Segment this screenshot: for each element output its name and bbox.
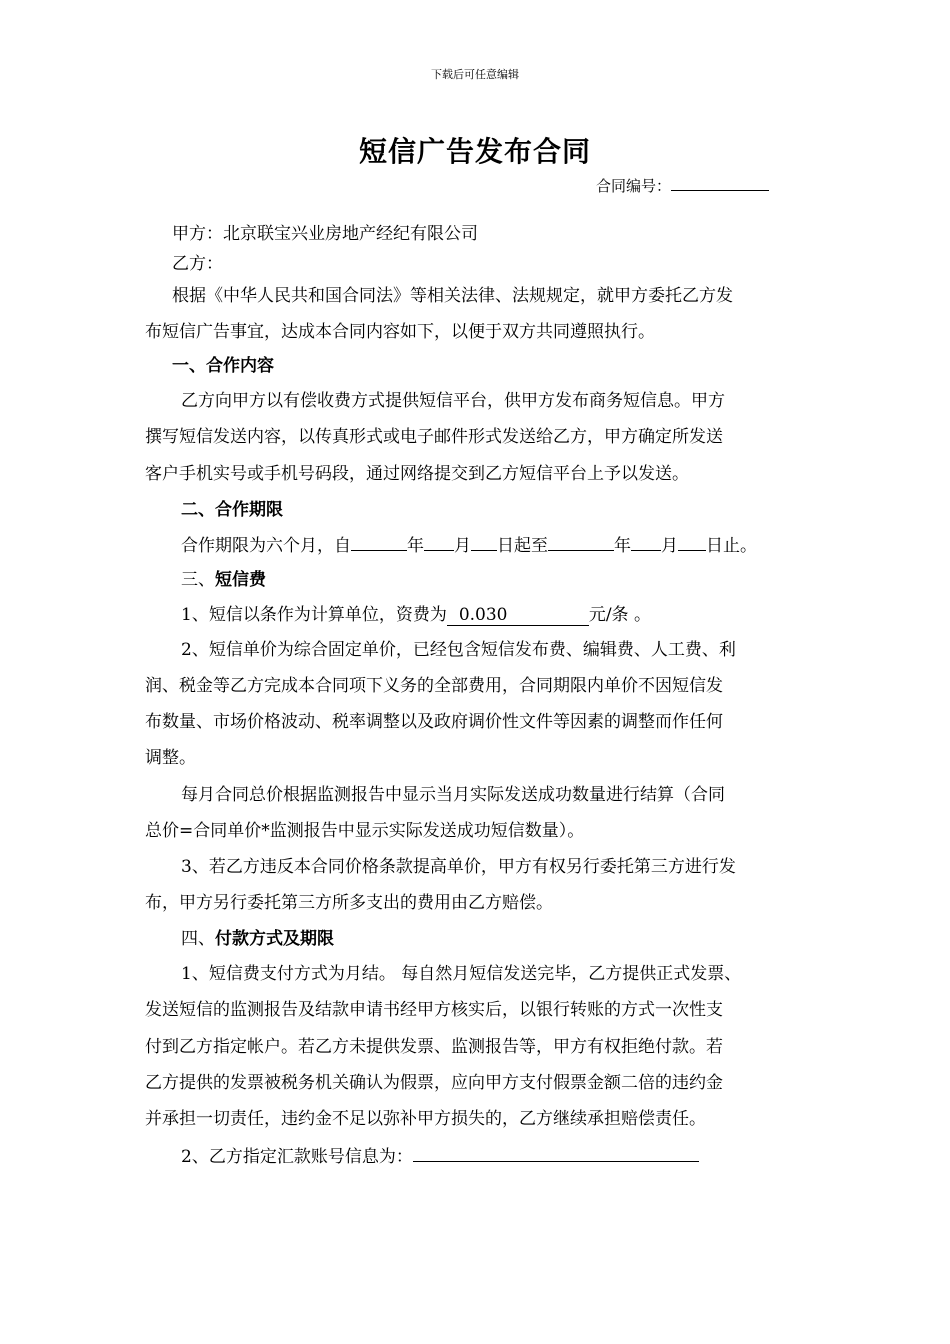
header-note: 下载后可任意编辑 — [431, 68, 519, 81]
section-title: 短信费 — [215, 570, 266, 590]
account-info-line — [181, 1146, 699, 1167]
section-title: 付款方式及期限 — [215, 929, 334, 949]
contract-number — [596, 175, 769, 196]
account-info-field[interactable] — [413, 1146, 699, 1162]
section-heading-fee — [181, 570, 266, 590]
section-heading-term: 二、合作期限 — [181, 500, 283, 520]
paragraph-line: 付到乙方指定帐户。若乙方未提供发票、监测报告等，甲方有权拒绝付款。若 — [145, 1037, 723, 1057]
start-day-field[interactable] — [471, 535, 497, 551]
paragraph-line: 撰写短信发送内容，以传真形式或电子邮件形式发送给乙方，甲方确定所发送 — [145, 427, 723, 447]
intro-line: 根据《中华人民共和国合同法》等相关法律、法规规定，就甲方委托乙方发 — [172, 286, 733, 306]
paragraph-line: 1、短信费支付方式为月结。 每自然月短信发送完毕，乙方提供正式发票、 — [181, 964, 742, 984]
year-label: 年 — [407, 536, 424, 556]
end-day-field[interactable] — [678, 535, 706, 551]
fee-unit: 元/条 。 — [588, 605, 651, 625]
paragraph-line: 客户手机实号或手机号码段，通过网络提交到乙方短信平台上予以发送。 — [145, 464, 689, 484]
paragraph-line: 并承担一切责任，违约金不足以弥补甲方损失的，乙方继续承担赔偿责任。 — [145, 1109, 706, 1129]
paragraph-line: 总价=合同单价*监测报告中显示实际发送成功短信数量）。 — [145, 821, 585, 841]
section-number: 四、 — [181, 929, 215, 949]
section-heading-cooperation: 一、合作内容 — [172, 356, 274, 376]
start-year-field[interactable] — [351, 535, 407, 551]
paragraph-line: 调整。 — [145, 748, 196, 768]
day-from-label: 日起至 — [497, 536, 548, 556]
paragraph-line: 布，甲方另行委托第三方所多支出的费用由乙方赔偿。 — [145, 893, 553, 913]
paragraph-line: 布数量、市场价格波动、税率调整以及政府调价性文件等因素的调整而作任何 — [145, 712, 723, 732]
end-month-field[interactable] — [631, 535, 661, 551]
year-label: 年 — [614, 536, 631, 556]
contract-number-field[interactable] — [671, 175, 769, 191]
contract-number-label: 合同编号： — [596, 177, 672, 195]
section-heading-payment — [181, 929, 334, 949]
account-info-label: 2、乙方指定汇款账号信息为： — [181, 1147, 413, 1167]
month-label: 月 — [454, 536, 471, 556]
section-number: 三、 — [181, 570, 215, 590]
end-year-field[interactable] — [548, 535, 614, 551]
paragraph-line: 乙方向甲方以有偿收费方式提供短信平台，供甲方发布商务短信息。甲方 — [181, 391, 725, 411]
start-month-field[interactable] — [424, 535, 454, 551]
paragraph-line: 润、税金等乙方完成本合同项下义务的全部费用，合同期限内单价不因短信发 — [145, 676, 723, 696]
fee-value: 0.030 — [447, 605, 589, 626]
term-line — [181, 535, 757, 556]
term-prefix: 合作期限为六个月，自 — [181, 536, 351, 556]
month-label: 月 — [661, 536, 678, 556]
fee-line — [181, 605, 651, 626]
paragraph-line: 每月合同总价根据监测报告中显示当月实际发送成功数量进行结算（合同 — [181, 785, 725, 805]
fee-prefix: 1、短信以条作为计算单位，资费为 — [181, 605, 447, 625]
paragraph-line: 3、若乙方违反本合同价格条款提高单价，甲方有权另行委托第三方进行发 — [181, 857, 736, 877]
party-b: 乙方： — [172, 254, 223, 274]
party-a: 甲方：北京联宝兴业房地产经纪有限公司 — [172, 224, 478, 244]
paragraph-line: 发送短信的监测报告及结款申请书经甲方核实后，以银行转账的方式一次性支 — [145, 1000, 723, 1020]
paragraph-line: 乙方提供的发票被税务机关确认为假票，应向甲方支付假票金额二倍的违约金 — [145, 1073, 723, 1093]
document-title: 短信广告发布合同 — [358, 135, 591, 168]
paragraph-line: 2、短信单价为综合固定单价，已经包含短信发布费、编辑费、人工费、利 — [181, 640, 736, 660]
intro-line: 布短信广告事宜，达成本合同内容如下，以便于双方共同遵照执行。 — [145, 322, 655, 342]
day-to-label: 日止。 — [706, 536, 757, 556]
